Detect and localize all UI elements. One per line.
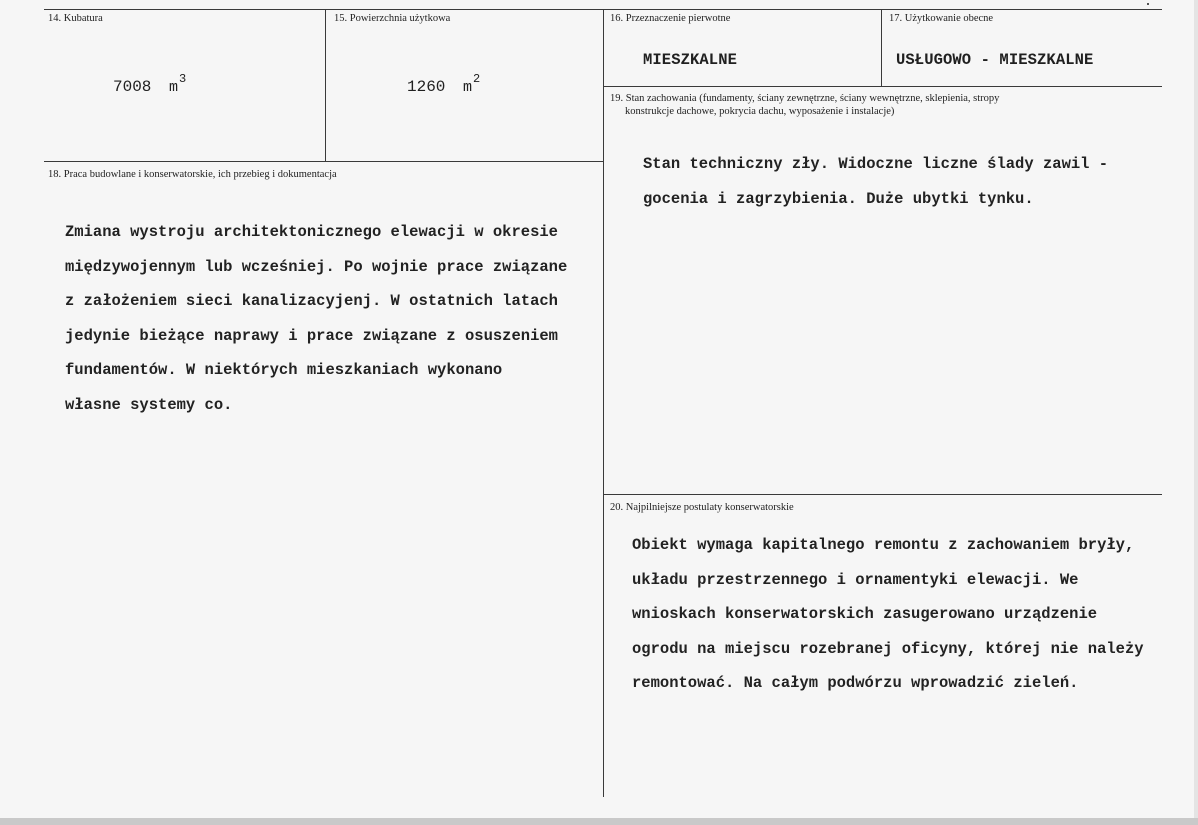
field-20-line: ogrodu na miejscu rozebranej oficyny, której nie należy: [632, 639, 1144, 658]
field-18-line: własne systemy co.: [65, 395, 233, 414]
field-18-line: z założeniem sieci kanalizacyjenj. W ostatnich latach: [65, 292, 558, 310]
field-19-line: Stan techniczny zły. Widoczne liczne ślady zawil -: [643, 155, 1109, 173]
field-18-line: międzywojennym lub wcześniej. Po wojnie prace związane: [65, 257, 568, 276]
field-14-value: [113, 72, 187, 96]
field-19-label-line1: 19. Stan zachowania (fundamenty, ściany zewnętrzne, ściany wewnętrzne, sklepienia, stropy: [610, 93, 1000, 104]
field-20-line: remontować. Na całym podwórzu wprowadzić zieleń.: [632, 674, 1079, 692]
field-19-line: gocenia i zagrzybienia. Duże ubytki tynku.: [643, 189, 1034, 208]
divider-center: [603, 9, 604, 797]
area-number: 1260: [407, 78, 446, 96]
field-18-line: jedynie bieżące naprawy i prace związane z osuszeniem: [65, 326, 558, 345]
field-18-line: fundamentów. W niektórych mieszkaniach wykonano: [65, 361, 503, 379]
cubature-unit: m: [169, 79, 179, 96]
scan-bottom-edge: [0, 818, 1198, 825]
field-20-label: 20. Najpilniejsze postulaty konserwatorskie: [610, 502, 794, 513]
field-20-text: [632, 528, 1144, 701]
cubature-unit-exponent: 3: [179, 72, 187, 86]
line-above-20: [603, 494, 1162, 495]
line-under-16-17: [603, 86, 1162, 87]
field-16-label: 16. Przeznaczenie pierwotne: [610, 13, 731, 24]
field-19-text: [643, 147, 1108, 216]
field-18-label: 18. Praca budowlane i konserwatorskie, ich przebieg i dokumentacja: [48, 169, 337, 180]
divider-16-17: [881, 9, 882, 86]
line-under-14-15: [44, 161, 604, 162]
field-15-value: [407, 72, 481, 96]
field-14-label: 14. Kubatura: [48, 13, 103, 24]
field-20-line: wnioskach konserwatorskich zasugerowano urządzenie: [632, 605, 1098, 623]
area-unit-exponent: 2: [473, 72, 481, 86]
field-17-value: USŁUGOWO - MIESZKALNE: [896, 51, 1094, 69]
field-19-label-line2: konstrukcje dachowe, pokrycia dachu, wyposażenie i instalacje): [625, 106, 895, 117]
field-17-label: 17. Użytkowanie obecne: [889, 13, 994, 24]
scan-right-edge: [1194, 0, 1198, 821]
divider-14-15: [325, 9, 326, 162]
area-unit: m: [463, 79, 473, 96]
field-16-value: MIESZKALNE: [643, 51, 738, 69]
field-20-line: układu przestrzennego i ornamentyki elewacji. We: [632, 570, 1079, 589]
cubature-number: 7008: [113, 78, 152, 96]
field-18-text: [65, 215, 567, 422]
corner-tick: [1147, 3, 1149, 5]
field-15-label: 15. Powierzchnia użytkowa: [334, 13, 451, 24]
field-18-line: Zmiana wystroju architektonicznego elewacji w okresie: [65, 223, 558, 241]
field-20-line: Obiekt wymaga kapitalnego remontu z zachowaniem bryły,: [632, 536, 1135, 554]
